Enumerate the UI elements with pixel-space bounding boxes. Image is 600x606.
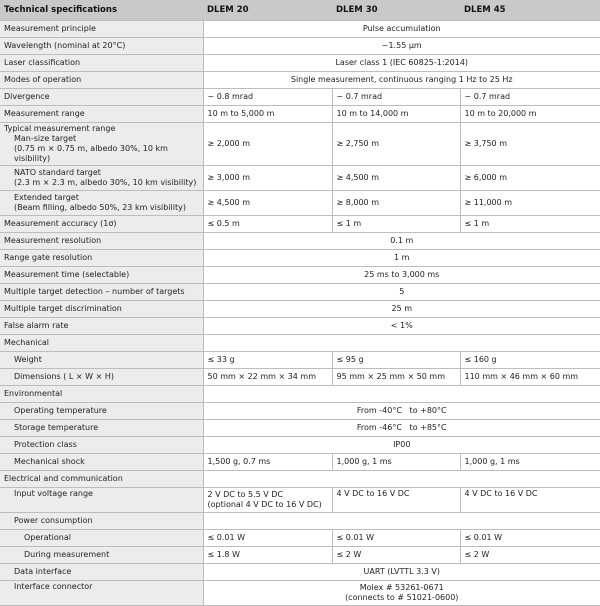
- row-value-dlem30: ≤ 95 g: [332, 352, 460, 369]
- section-heading: Electrical and communication: [0, 471, 203, 488]
- row-label: Weight: [0, 352, 203, 369]
- row-value-dlem20: ≤ 0.5 m: [203, 216, 332, 233]
- row-label: Divergence: [0, 89, 203, 106]
- header-model-2: DLEM 30: [332, 0, 460, 21]
- table-row: [0, 216, 600, 233]
- row-value: 25 m: [203, 301, 600, 318]
- table-row: [0, 106, 600, 123]
- row-label: Measurement resolution: [0, 233, 203, 250]
- row-label: Dimensions ( L × W × H): [0, 369, 203, 386]
- row-label: Range gate resolution: [0, 250, 203, 267]
- row-value-dlem45: 110 mm × 46 mm × 60 mm: [460, 369, 600, 386]
- row-value-dlem20: ≤ 33 g: [203, 352, 332, 369]
- row-value-dlem30: 10 m to 14,000 m: [332, 106, 460, 123]
- row-value-dlem20: ~ 0.8 mrad: [203, 89, 332, 106]
- row-label: Operating temperature: [0, 403, 203, 420]
- row-label: [0, 191, 203, 216]
- row-label: Modes of operation: [0, 72, 203, 89]
- table-row: [0, 318, 600, 335]
- section-row-electrical: [0, 471, 600, 488]
- row-value-dlem20: ≥ 4,500 m: [203, 191, 332, 216]
- section-empty-cell: [203, 513, 600, 530]
- row-value-dlem20: ≤ 0.01 W: [203, 530, 332, 547]
- row-value: IP00: [203, 437, 600, 454]
- table-row: [0, 454, 600, 471]
- row-value-dlem45: ≤ 1 m: [460, 216, 600, 233]
- row-value-dlem20: ≥ 3,000 m: [203, 166, 332, 191]
- row-value: UART (LVTTL 3.3 V): [203, 564, 600, 581]
- table-row: [0, 547, 600, 564]
- section-heading: Environmental: [0, 386, 203, 403]
- row-value-dlem20: ≤ 1.8 W: [203, 547, 332, 564]
- row-value: Pulse accumulation: [203, 21, 600, 38]
- row-value: 0.1 m: [203, 233, 600, 250]
- row-sublabel-note: (Beam filling, albedo 50%, 23 km visibility): [14, 203, 186, 212]
- row-value-dlem30: ≤ 1 m: [332, 216, 460, 233]
- row-label: Mechanical shock: [0, 454, 203, 471]
- row-value-dlem45: ≤ 2 W: [460, 547, 600, 564]
- row-label: Wavelength (nominal at 20°C): [0, 38, 203, 55]
- row-value-dlem20: ≥ 2,000 m: [203, 123, 332, 166]
- table-row: [0, 250, 600, 267]
- row-value-dlem30: ≥ 2,750 m: [332, 123, 460, 166]
- row-value: 1 m: [203, 250, 600, 267]
- voltage-optional: (optional 4 V DC to 16 V DC): [207, 500, 322, 509]
- row-label: Input voltage range: [0, 488, 203, 513]
- row-value-dlem45: ~ 0.7 mrad: [460, 89, 600, 106]
- row-value-dlem45: ≤ 0.01 W: [460, 530, 600, 547]
- row-label: Power consumption: [0, 513, 203, 530]
- row-label: Interface connector: [0, 581, 203, 606]
- row-value-dlem30: ≥ 4,500 m: [332, 166, 460, 191]
- header-model-3: DLEM 45: [460, 0, 600, 21]
- table-row: [0, 166, 600, 191]
- table-row: [0, 55, 600, 72]
- row-sublabel-note: (0.75 m × 0.75 m, albedo 30%, 10 km visibility): [14, 144, 168, 163]
- table-row: [0, 123, 600, 166]
- row-label: [0, 123, 203, 166]
- table-row: [0, 284, 600, 301]
- row-value-dlem45: ≥ 3,750 m: [460, 123, 600, 166]
- row-value-dlem45: 1,000 g, 1 ms: [460, 454, 600, 471]
- row-sublabel: Man-size target: [14, 134, 77, 143]
- row-label: Laser classification: [0, 55, 203, 72]
- table-row: [0, 72, 600, 89]
- row-sublabel: NATO standard target: [14, 168, 101, 177]
- row-label: Data interface: [0, 564, 203, 581]
- row-label: Storage temperature: [0, 420, 203, 437]
- row-value-dlem30: ≥ 8,000 m: [332, 191, 460, 216]
- connector-part: Molex # 53261-0671: [359, 583, 444, 592]
- row-value-dlem45: ≥ 11,000 m: [460, 191, 600, 216]
- row-value: 5: [203, 284, 600, 301]
- row-value-dlem20: 10 m to 5,000 m: [203, 106, 332, 123]
- row-value: Laser class 1 (IEC 60825-1:2014): [203, 55, 600, 72]
- table-row: [0, 89, 600, 106]
- row-value-dlem30: ≤ 2 W: [332, 547, 460, 564]
- row-value-dlem45: ≥ 6,000 m: [460, 166, 600, 191]
- row-sublabel-note: (2.3 m × 2.3 m, albedo 30%, 10 km visibility): [14, 178, 197, 187]
- typical-range-heading: Typical measurement range: [4, 124, 116, 133]
- header-model-1: DLEM 20: [203, 0, 332, 21]
- table-row: [0, 352, 600, 369]
- table-row: [0, 21, 600, 38]
- table-row: [0, 581, 600, 606]
- row-value-dlem30: ≤ 0.01 W: [332, 530, 460, 547]
- row-value: Single measurement, continuous ranging 1 Hz to 25 Hz: [203, 72, 600, 89]
- section-row-power: [0, 513, 600, 530]
- row-label: Measurement principle: [0, 21, 203, 38]
- table-row: [0, 369, 600, 386]
- header-label: Technical specifications: [0, 0, 203, 21]
- row-label: Measurement accuracy (1σ): [0, 216, 203, 233]
- connector-mate: (connects to # 51021-0600): [345, 593, 459, 602]
- row-value-dlem30: 95 mm × 25 mm × 50 mm: [332, 369, 460, 386]
- row-value-dlem45: 4 V DC to 16 V DC: [460, 488, 600, 513]
- row-label: Protection class: [0, 437, 203, 454]
- table-row: [0, 267, 600, 284]
- header-row: [0, 0, 600, 21]
- section-row-mechanical: [0, 335, 600, 352]
- row-label: Measurement time (selectable): [0, 267, 203, 284]
- row-value-dlem30: 4 V DC to 16 V DC: [332, 488, 460, 513]
- row-label: Multiple target detection – number of targets: [0, 284, 203, 301]
- row-value: < 1%: [203, 318, 600, 335]
- section-empty-cell: [203, 471, 600, 488]
- row-value-dlem20: [203, 488, 332, 513]
- table-row: [0, 564, 600, 581]
- table-row: [0, 488, 600, 513]
- voltage-primary: 2 V DC to 5.5 V DC: [207, 490, 284, 499]
- row-value-dlem20: 1,500 g, 0.7 ms: [203, 454, 332, 471]
- table-row: [0, 233, 600, 250]
- row-label: Multiple target discrimination: [0, 301, 203, 318]
- table-row: [0, 191, 600, 216]
- row-value-dlem30: ~ 0.7 mrad: [332, 89, 460, 106]
- section-row-environmental: [0, 386, 600, 403]
- row-sublabel: Extended target: [14, 193, 79, 202]
- row-label: False alarm rate: [0, 318, 203, 335]
- row-label: [0, 166, 203, 191]
- row-value-dlem45: 10 m to 20,000 m: [460, 106, 600, 123]
- row-value-dlem20: 50 mm × 22 mm × 34 mm: [203, 369, 332, 386]
- table-row: [0, 437, 600, 454]
- row-label: Operational: [0, 530, 203, 547]
- section-empty-cell: [203, 386, 600, 403]
- table-row: [0, 403, 600, 420]
- section-empty-cell: [203, 335, 600, 352]
- table-row: [0, 530, 600, 547]
- row-value: 25 ms to 3,000 ms: [203, 267, 600, 284]
- table-row: [0, 420, 600, 437]
- table-row: [0, 301, 600, 318]
- row-value-dlem30: 1,000 g, 1 ms: [332, 454, 460, 471]
- table-row: [0, 38, 600, 55]
- row-label: Measurement range: [0, 106, 203, 123]
- row-value: [203, 581, 600, 606]
- row-value-dlem45: ≤ 160 g: [460, 352, 600, 369]
- row-value: ~1.55 µm: [203, 38, 600, 55]
- row-label: During measurement: [0, 547, 203, 564]
- section-heading: Mechanical: [0, 335, 203, 352]
- row-value: From -46°C to +85°C: [203, 420, 600, 437]
- row-value: From -40°C to +80°C: [203, 403, 600, 420]
